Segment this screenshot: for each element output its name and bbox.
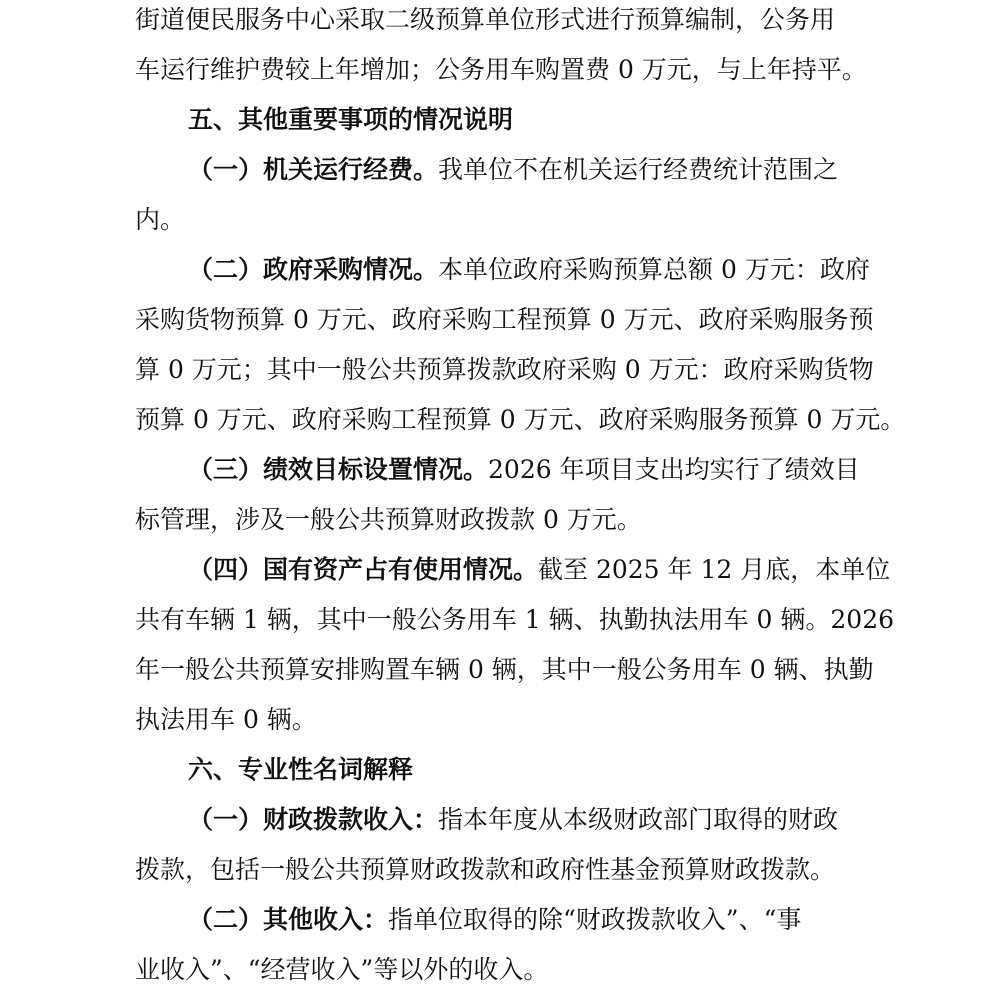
item-text: 本单位政府采购预算总额 0 万元：政府 [438, 255, 870, 284]
paragraph-line [0, 444, 1000, 496]
term-label: （二）其他收入： [188, 905, 389, 934]
section-heading-6: 六、专业性名词解释 [188, 755, 414, 784]
paragraph-line [0, 244, 1000, 296]
paragraph-line [0, 794, 1000, 846]
paragraph-line: 业收入”、“经营收入”等以外的收入。 [135, 955, 549, 984]
paragraph-line: 共有车辆 1 辆，其中一般公务用车 1 辆、执勤执法用车 0 辆。2026 [135, 605, 895, 634]
paragraph-line [0, 544, 1000, 596]
paragraph-line [0, 894, 1000, 946]
paragraph-line: 内。 [135, 205, 186, 234]
item-label: （二）政府采购情况。 [188, 255, 439, 284]
item-label: （一）机关运行经费。 [188, 155, 439, 184]
section-heading-5: 五、其他重要事项的情况说明 [188, 105, 514, 134]
paragraph-line: 年一般公共预算安排购置车辆 0 辆，其中一般公务用车 0 辆、执勤 [135, 655, 874, 684]
paragraph-line: 预算 0 万元、政府采购工程预算 0 万元、政府采购服务预算 0 万元。 [135, 405, 906, 434]
paragraph-line: 采购货物预算 0 万元、政府采购工程预算 0 万元、政府采购服务预 [135, 305, 874, 334]
item-label: （四）国有资产占有使用情况。 [188, 555, 539, 584]
paragraph-line: 标管理，涉及一般公共预算财政拨款 0 万元。 [135, 505, 642, 534]
item-text: 我单位不在机关运行经费统计范围之 [438, 155, 839, 184]
item-label: （三）绩效目标设置情况。 [188, 455, 489, 484]
paragraph-line: 街道便民服务中心采取二级预算单位形式进行预算编制，公务用 [135, 5, 836, 34]
item-text: 2026 年项目支出均实行了绩效目 [488, 455, 860, 484]
paragraph-line: 拨款，包括一般公共预算财政拨款和政府性基金预算财政拨款。 [135, 855, 836, 884]
paragraph-line: 车运行维护费较上年增加；公务用车购置费 0 万元，与上年持平。 [135, 55, 867, 84]
paragraph-line [0, 144, 1000, 196]
item-text: 截至 2025 年 12 月底，本单位 [538, 555, 891, 584]
term-label: （一）财政拨款收入： [188, 805, 439, 834]
term-text: 指单位取得的除“财政拨款收入”、“事 [388, 905, 802, 934]
paragraph-line: 算 0 万元；其中一般公共预算拨款政府采购 0 万元：政府采购货物 [135, 355, 874, 384]
term-text: 指本年度从本级财政部门取得的财政 [438, 805, 839, 834]
paragraph-line: 执法用车 0 辆。 [135, 705, 317, 734]
